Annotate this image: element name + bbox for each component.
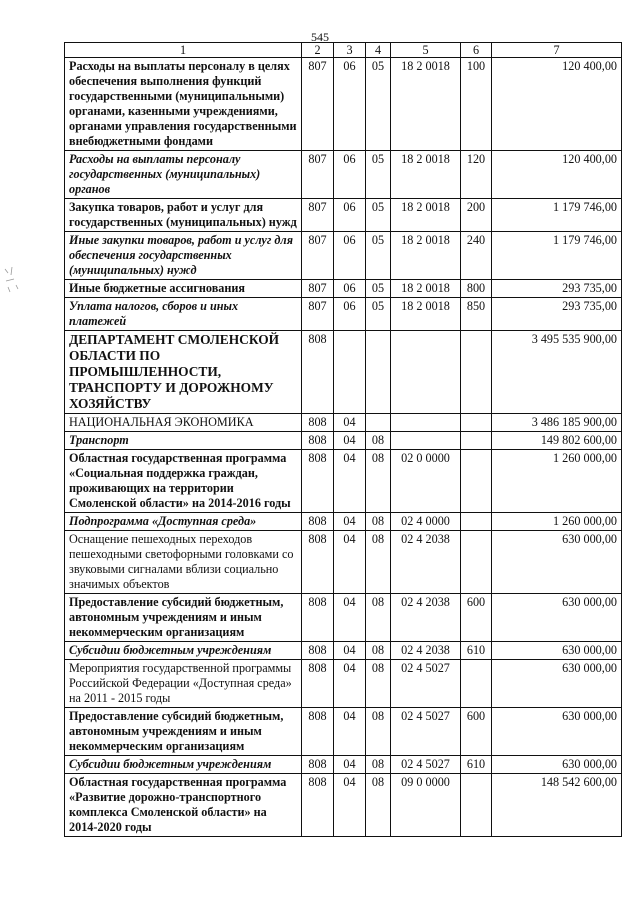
row-name-cell: Подпрограмма «Доступная среда» <box>65 513 302 531</box>
section-code-cell: 04 <box>334 432 366 450</box>
subsection-code-cell: 08 <box>366 708 391 756</box>
expense-type-cell: 610 <box>461 756 492 774</box>
amount-cell: 1 179 746,00 <box>492 199 622 232</box>
section-code-cell <box>334 331 366 414</box>
target-article-cell: 02 4 5027 <box>391 660 461 708</box>
subsection-code-cell <box>366 414 391 432</box>
subsection-code-cell: 08 <box>366 774 391 837</box>
target-article-cell: 18 2 0018 <box>391 58 461 151</box>
amount-cell: 1 260 000,00 <box>492 513 622 531</box>
amount-cell: 120 400,00 <box>492 58 622 151</box>
table-row <box>65 414 622 432</box>
table-row <box>65 58 622 151</box>
subsection-code-cell: 08 <box>366 594 391 642</box>
amount-cell: 630 000,00 <box>492 660 622 708</box>
row-name-cell: Оснащение пешеходных переходов пешеходными светофорными головками со звуковыми сигналами вблизи социально значимых объектов <box>65 531 302 594</box>
ministry-code-cell: 808 <box>302 450 334 513</box>
row-name-cell: Субсидии бюджетным учреждениям <box>65 642 302 660</box>
subsection-code-cell: 05 <box>366 232 391 280</box>
row-name-cell: НАЦИОНАЛЬНАЯ ЭКОНОМИКА <box>65 414 302 432</box>
ministry-code-cell: 808 <box>302 642 334 660</box>
amount-cell: 293 735,00 <box>492 298 622 331</box>
section-code-cell: 04 <box>334 708 366 756</box>
subsection-code-cell: 08 <box>366 432 391 450</box>
section-code-cell: 04 <box>334 642 366 660</box>
ministry-code-cell: 808 <box>302 708 334 756</box>
expense-type-cell: 200 <box>461 199 492 232</box>
table-row <box>65 642 622 660</box>
target-article-cell: 02 4 0000 <box>391 513 461 531</box>
table-row <box>65 331 622 414</box>
ministry-code-cell: 808 <box>302 331 334 414</box>
target-article-cell <box>391 414 461 432</box>
expense-type-cell <box>461 414 492 432</box>
section-code-cell: 04 <box>334 594 366 642</box>
table-row <box>65 151 622 199</box>
row-name-cell: ДЕПАРТАМЕНТ СМОЛЕНСКОЙ ОБЛАСТИ ПО ПРОМЫШЛЕННОСТИ, ТРАНСПОРТУ И ДОРОЖНОМУ ХОЗЯЙСТВУ <box>65 331 302 414</box>
table-row <box>65 708 622 756</box>
section-code-cell: 04 <box>334 660 366 708</box>
amount-cell: 149 802 600,00 <box>492 432 622 450</box>
column-header: 6 <box>461 43 492 58</box>
target-article-cell: 02 4 5027 <box>391 708 461 756</box>
expense-type-cell <box>461 774 492 837</box>
table-row <box>65 594 622 642</box>
row-name-cell: Областная государственная программа «Социальная поддержка граждан, проживающих на территории Смоленской области» на 2014-2016 годы <box>65 450 302 513</box>
table-row <box>65 531 622 594</box>
expense-type-cell: 240 <box>461 232 492 280</box>
ministry-code-cell: 807 <box>302 199 334 232</box>
table-row <box>65 199 622 232</box>
target-article-cell: 02 4 2038 <box>391 531 461 594</box>
row-name-cell: Транспорт <box>65 432 302 450</box>
column-header: 2 <box>302 43 334 58</box>
ministry-code-cell: 808 <box>302 531 334 594</box>
amount-cell: 630 000,00 <box>492 708 622 756</box>
ministry-code-cell: 807 <box>302 151 334 199</box>
section-code-cell: 06 <box>334 298 366 331</box>
target-article-cell: 02 4 2038 <box>391 642 461 660</box>
subsection-code-cell: 08 <box>366 531 391 594</box>
budget-table <box>64 42 622 837</box>
header-row <box>65 43 622 58</box>
table-row <box>65 298 622 331</box>
table-body <box>65 58 622 837</box>
section-code-cell: 04 <box>334 414 366 432</box>
target-article-cell: 09 0 0000 <box>391 774 461 837</box>
subsection-code-cell: 08 <box>366 660 391 708</box>
scan-artifact-mark <box>2 265 22 295</box>
column-header: 5 <box>391 43 461 58</box>
table-row <box>65 774 622 837</box>
row-name-cell: Закупка товаров, работ и услуг для государственных (муниципальных) нужд <box>65 199 302 232</box>
expense-type-cell <box>461 331 492 414</box>
section-code-cell: 04 <box>334 531 366 594</box>
ministry-code-cell: 807 <box>302 298 334 331</box>
target-article-cell <box>391 432 461 450</box>
amount-cell: 3 495 535 900,00 <box>492 331 622 414</box>
row-name-cell: Предоставление субсидий бюджетным, автономным учреждениям и иным некоммерческим организациям <box>65 594 302 642</box>
target-article-cell: 02 0 0000 <box>391 450 461 513</box>
target-article-cell: 02 4 2038 <box>391 594 461 642</box>
section-code-cell: 04 <box>334 756 366 774</box>
amount-cell: 630 000,00 <box>492 642 622 660</box>
expense-type-cell: 600 <box>461 708 492 756</box>
target-article-cell: 18 2 0018 <box>391 199 461 232</box>
table-row <box>65 232 622 280</box>
target-article-cell: 18 2 0018 <box>391 232 461 280</box>
amount-cell: 630 000,00 <box>492 531 622 594</box>
target-article-cell <box>391 331 461 414</box>
expense-type-cell: 120 <box>461 151 492 199</box>
ministry-code-cell: 807 <box>302 280 334 298</box>
ministry-code-cell: 808 <box>302 660 334 708</box>
row-name-cell: Предоставление субсидий бюджетным, автономным учреждениям и иным некоммерческим организациям <box>65 708 302 756</box>
row-name-cell: Расходы на выплаты персоналу государственных (муниципальных) органов <box>65 151 302 199</box>
table-row <box>65 432 622 450</box>
amount-cell: 148 542 600,00 <box>492 774 622 837</box>
target-article-cell: 18 2 0018 <box>391 151 461 199</box>
table-row <box>65 513 622 531</box>
expense-type-cell <box>461 432 492 450</box>
expense-type-cell: 800 <box>461 280 492 298</box>
page-number: 545 <box>311 30 329 44</box>
ministry-code-cell: 807 <box>302 58 334 151</box>
ministry-code-cell: 808 <box>302 513 334 531</box>
ministry-code-cell: 808 <box>302 432 334 450</box>
expense-type-cell <box>461 450 492 513</box>
expense-type-cell <box>461 660 492 708</box>
amount-cell: 630 000,00 <box>492 594 622 642</box>
ministry-code-cell: 807 <box>302 232 334 280</box>
table-row <box>65 660 622 708</box>
subsection-code-cell: 08 <box>366 513 391 531</box>
expense-type-cell: 600 <box>461 594 492 642</box>
table-row <box>65 280 622 298</box>
subsection-code-cell: 05 <box>366 298 391 331</box>
section-code-cell: 04 <box>334 513 366 531</box>
amount-cell: 120 400,00 <box>492 151 622 199</box>
column-header: 4 <box>366 43 391 58</box>
target-article-cell: 18 2 0018 <box>391 298 461 331</box>
table-row <box>65 756 622 774</box>
row-name-cell: Уплата налогов, сборов и иных платежей <box>65 298 302 331</box>
subsection-code-cell: 05 <box>366 151 391 199</box>
expense-type-cell <box>461 513 492 531</box>
target-article-cell: 18 2 0018 <box>391 280 461 298</box>
section-code-cell: 04 <box>334 450 366 513</box>
expense-type-cell <box>461 531 492 594</box>
amount-cell: 630 000,00 <box>492 756 622 774</box>
ministry-code-cell: 808 <box>302 774 334 837</box>
expense-type-cell: 850 <box>461 298 492 331</box>
target-article-cell: 02 4 5027 <box>391 756 461 774</box>
row-name-cell: Иные бюджетные ассигнования <box>65 280 302 298</box>
subsection-code-cell: 05 <box>366 58 391 151</box>
ministry-code-cell: 808 <box>302 414 334 432</box>
section-code-cell: 06 <box>334 232 366 280</box>
expense-type-cell: 610 <box>461 642 492 660</box>
ministry-code-cell: 808 <box>302 594 334 642</box>
amount-cell: 1 260 000,00 <box>492 450 622 513</box>
subsection-code-cell <box>366 331 391 414</box>
row-name-cell: Расходы на выплаты персоналу в целях обеспечения выполнения функций государственными (муниципальными) органами, казенными учреждениями, органами управления государственными внебюджетными фондами <box>65 58 302 151</box>
column-header: 1 <box>65 43 302 58</box>
section-code-cell: 06 <box>334 199 366 232</box>
subsection-code-cell: 05 <box>366 280 391 298</box>
section-code-cell: 06 <box>334 58 366 151</box>
subsection-code-cell: 08 <box>366 450 391 513</box>
subsection-code-cell: 05 <box>366 199 391 232</box>
subsection-code-cell: 08 <box>366 756 391 774</box>
ministry-code-cell: 808 <box>302 756 334 774</box>
column-header: 3 <box>334 43 366 58</box>
table-row <box>65 450 622 513</box>
amount-cell: 1 179 746,00 <box>492 232 622 280</box>
row-name-cell: Иные закупки товаров, работ и услуг для обеспечения государственных (муниципальных) нужд <box>65 232 302 280</box>
column-header: 7 <box>492 43 622 58</box>
expense-type-cell: 100 <box>461 58 492 151</box>
amount-cell: 3 486 185 900,00 <box>492 414 622 432</box>
row-name-cell: Субсидии бюджетным учреждениям <box>65 756 302 774</box>
amount-cell: 293 735,00 <box>492 280 622 298</box>
row-name-cell: Областная государственная программа «Развитие дорожно-транспортного комплекса Смоленской области» на 2014-2020 годы <box>65 774 302 837</box>
section-code-cell: 04 <box>334 774 366 837</box>
section-code-cell: 06 <box>334 280 366 298</box>
row-name-cell: Мероприятия государственной программы Российской Федерации «Доступная среда» на 2011 - 2015 годы <box>65 660 302 708</box>
section-code-cell: 06 <box>334 151 366 199</box>
subsection-code-cell: 08 <box>366 642 391 660</box>
